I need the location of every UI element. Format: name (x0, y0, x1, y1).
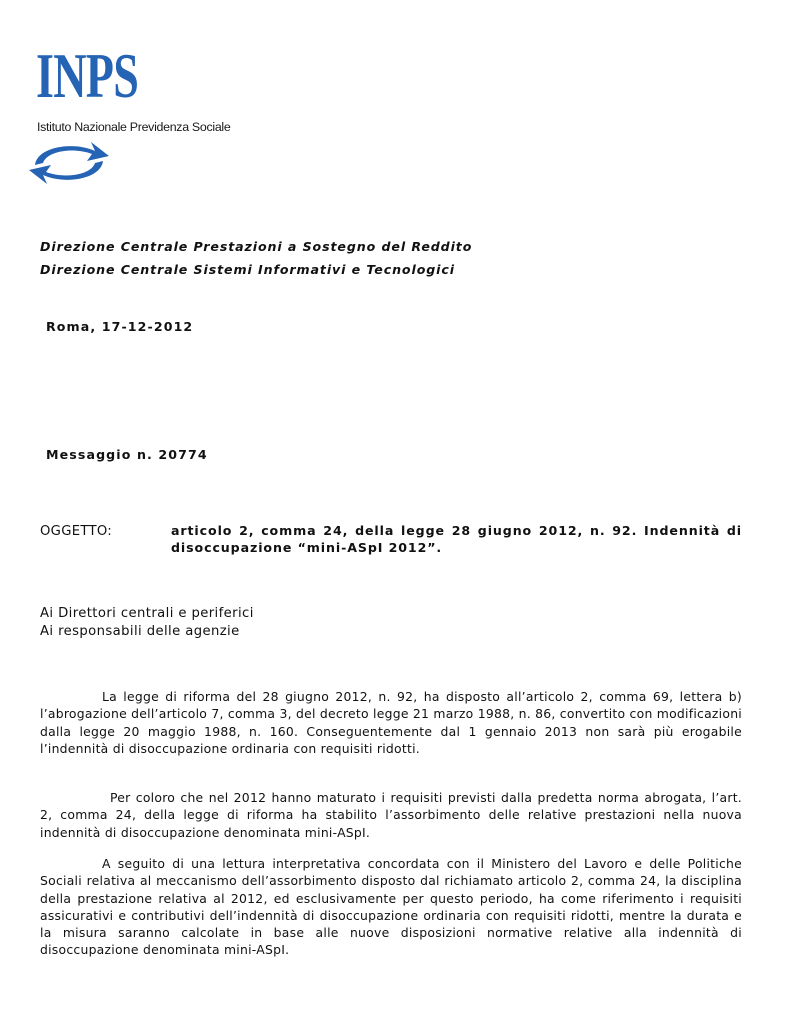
subject-text: articolo 2, comma 24, della legge 28 giugno 2012, n. 92. Indennità di disoccupazione “mini-ASpI 2012”. (171, 523, 742, 555)
body-paragraph: A seguito di una lettura interpretativa concordata con il Ministero del Lavoro e delle Politiche Sociali relativa al meccanismo dell’assorbimento disposto dal richiamato articolo 2, comma 24, la disciplina della prestazione relativa al 2012, ed esclusivamente per questo periodo, ha come riferimento i requisiti assicurativi e contributivi dell’indennità di disoccupazione ordinaria con requisiti ridotti, mentre la durata e la misura saranno calcolate in base alle nuove disposizioni normative relative alla indennità di disoccupazione denominata mini-ASpI. (40, 856, 742, 958)
subject-label: OGGETTO: (40, 524, 113, 539)
inps-arrows-emblem-icon (27, 139, 111, 187)
recipient-line: Ai Direttori centrali e periferici (40, 606, 254, 621)
recipient-line: Ai responsabili delle agenzie (40, 624, 240, 639)
body-paragraph: La legge di riforma del 28 giugno 2012, n. 92, ha disposto all’articolo 2, comma 69, lettera b) l’abrogazione dell’articolo 7, comma 3, del decreto legge 21 marzo 1988, n. 86, convertito con modificazioni dalla legge 20 maggio 1988, n. 160. Conseguentemente dal 1 gennaio 2013 non sarà più erogabile l’indennità di disoccupazione ordinaria con requisiti ridotti. (40, 689, 742, 756)
body-paragraph: Per coloro che nel 2012 hanno maturato i requisiti previsti dalla predetta norma abrogata, l’art. 2, comma 24, della legge di riforma ha stabilito l’assorbimento delle relative prestazioni nella nuova indennità di disoccupazione denominata mini-ASpI. (40, 790, 742, 840)
logo-wordmark: INPS (36, 40, 139, 111)
logo-subtitle: Istituto Nazionale Previdenza Sociale (37, 120, 231, 134)
message-number: Messaggio n. 20774 (46, 447, 208, 462)
direzione-sistemi: Direzione Centrale Sistemi Informativi e Tecnologici (40, 262, 455, 277)
inps-logo (36, 40, 246, 194)
direzione-prestazioni: Direzione Centrale Prestazioni a Sostegno del Reddito (40, 239, 473, 254)
place-date: Roma, 17-12-2012 (46, 319, 194, 334)
